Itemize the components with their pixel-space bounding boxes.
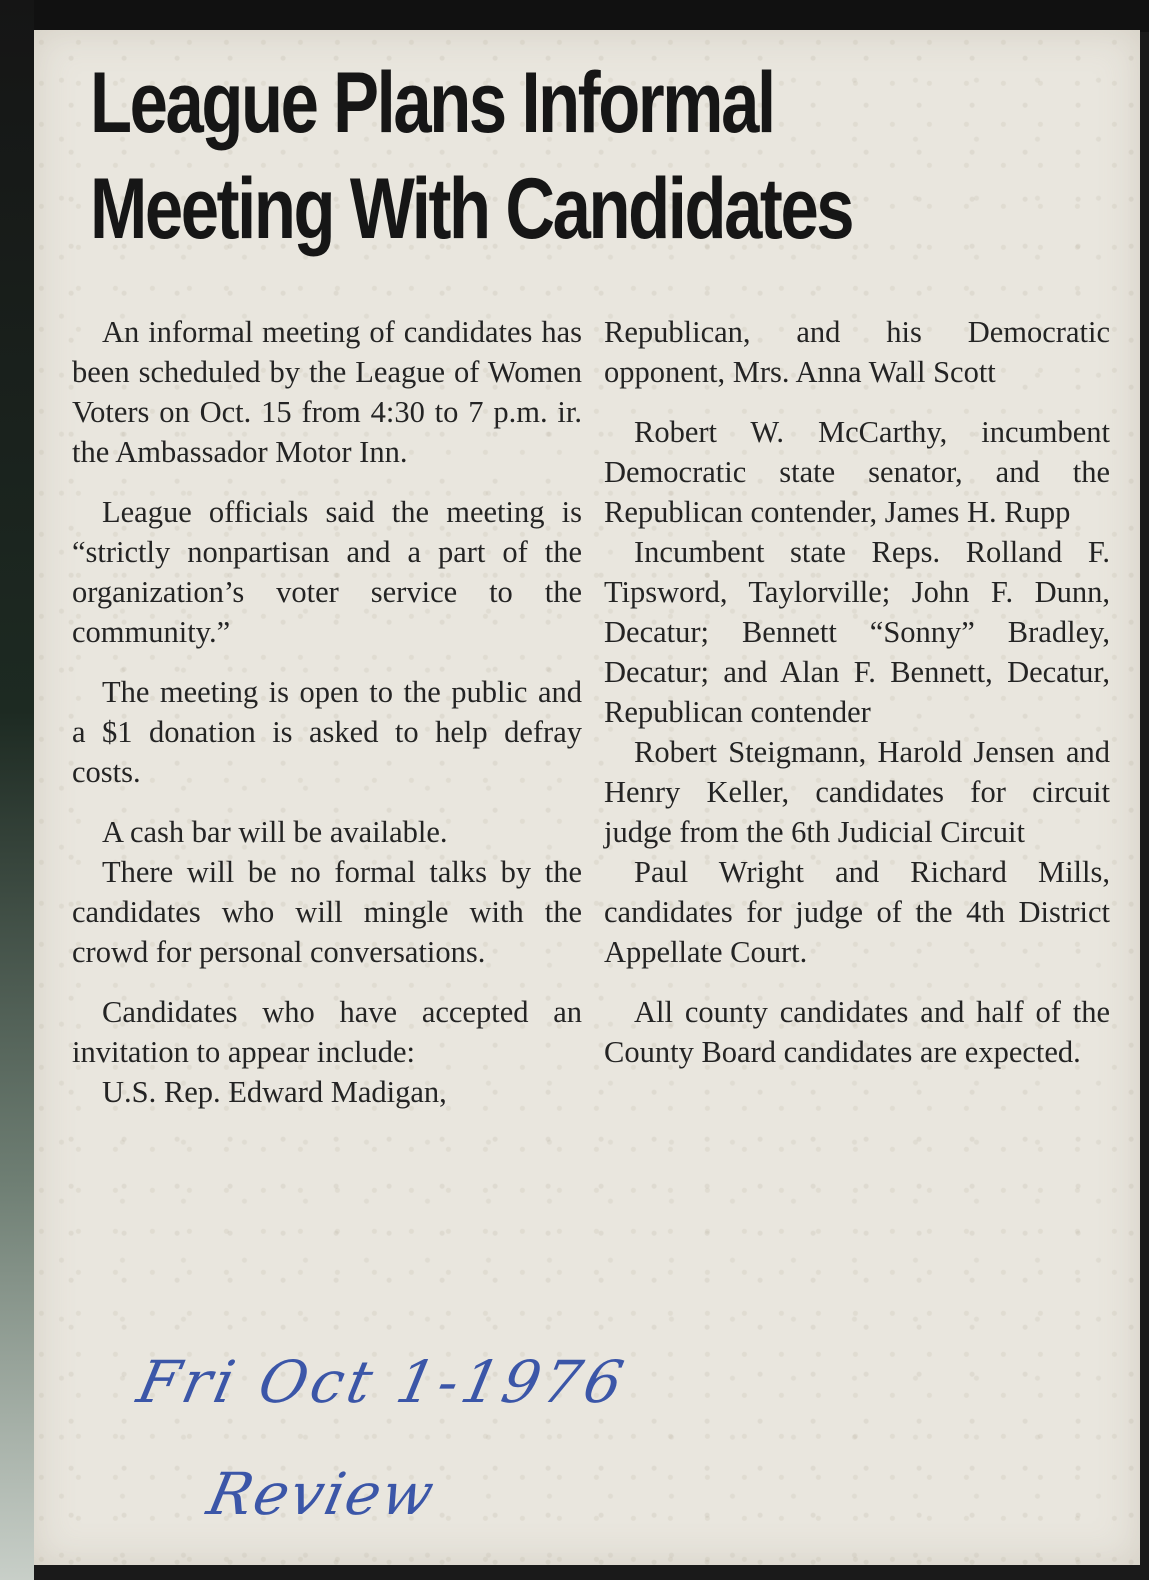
paragraph: Republican, and his Democratic opponent, Mrs. Anna Wall Scott xyxy=(604,315,1110,389)
headline-line-2: Meeting With Candidates xyxy=(90,161,853,257)
paragraph: Incumbent state Reps. Rolland F. Tipsword, Taylorville; John F. Dunn, Decatur; Bennett “Sonny” Bradley, Decatur; and Alan F. Bennett, Decatur, Republican contender xyxy=(604,535,1110,729)
paragraph: Robert Steigmann, Harold Jensen and Henry Keller, candidates for circuit judge from the 6th Judicial Circuit xyxy=(604,735,1110,849)
scan-left-edge xyxy=(0,0,34,1580)
paragraph: An informal meeting of candidates has been scheduled by the League of Women Voters on Oct. 15 from 4:30 to 7 p.m. ir. the Ambassador Motor Inn. xyxy=(72,315,582,469)
paragraph: All county candidates and half of the County Board candidates are expected. xyxy=(604,995,1110,1069)
paragraph: U.S. Rep. Edward Madigan, xyxy=(102,1075,447,1109)
handwritten-source: Review xyxy=(201,1460,442,1528)
headline-line-1: League Plans Informal xyxy=(90,55,774,151)
right-column xyxy=(604,312,1110,1092)
scan-top-edge xyxy=(0,0,1149,32)
headline xyxy=(90,50,890,262)
paragraph: Paul Wright and Richard Mills, candidates for judge of the 4th District Appellate Court. xyxy=(604,855,1110,969)
paragraph: Robert W. McCarthy, incumbent Democratic state senator, and the Republican contender, James H. Rupp xyxy=(604,415,1110,529)
paragraph: League officials said the meeting is “strictly nonpartisan and a part of the organization’s voter service to the community.” xyxy=(72,495,582,649)
paragraph: A cash bar will be available. xyxy=(102,815,448,849)
left-column xyxy=(72,312,582,1132)
paragraph: Candidates who have accepted an invitation to appear include: xyxy=(72,995,582,1069)
newspaper-clipping xyxy=(34,30,1140,1565)
paragraph: The meeting is open to the public and a $1 donation is asked to help defray costs. xyxy=(72,675,582,789)
handwritten-date: Fri Oct 1-1976 xyxy=(131,1348,634,1416)
paragraph: There will be no formal talks by the candidates who will mingle with the crowd for personal conversations. xyxy=(72,855,582,969)
